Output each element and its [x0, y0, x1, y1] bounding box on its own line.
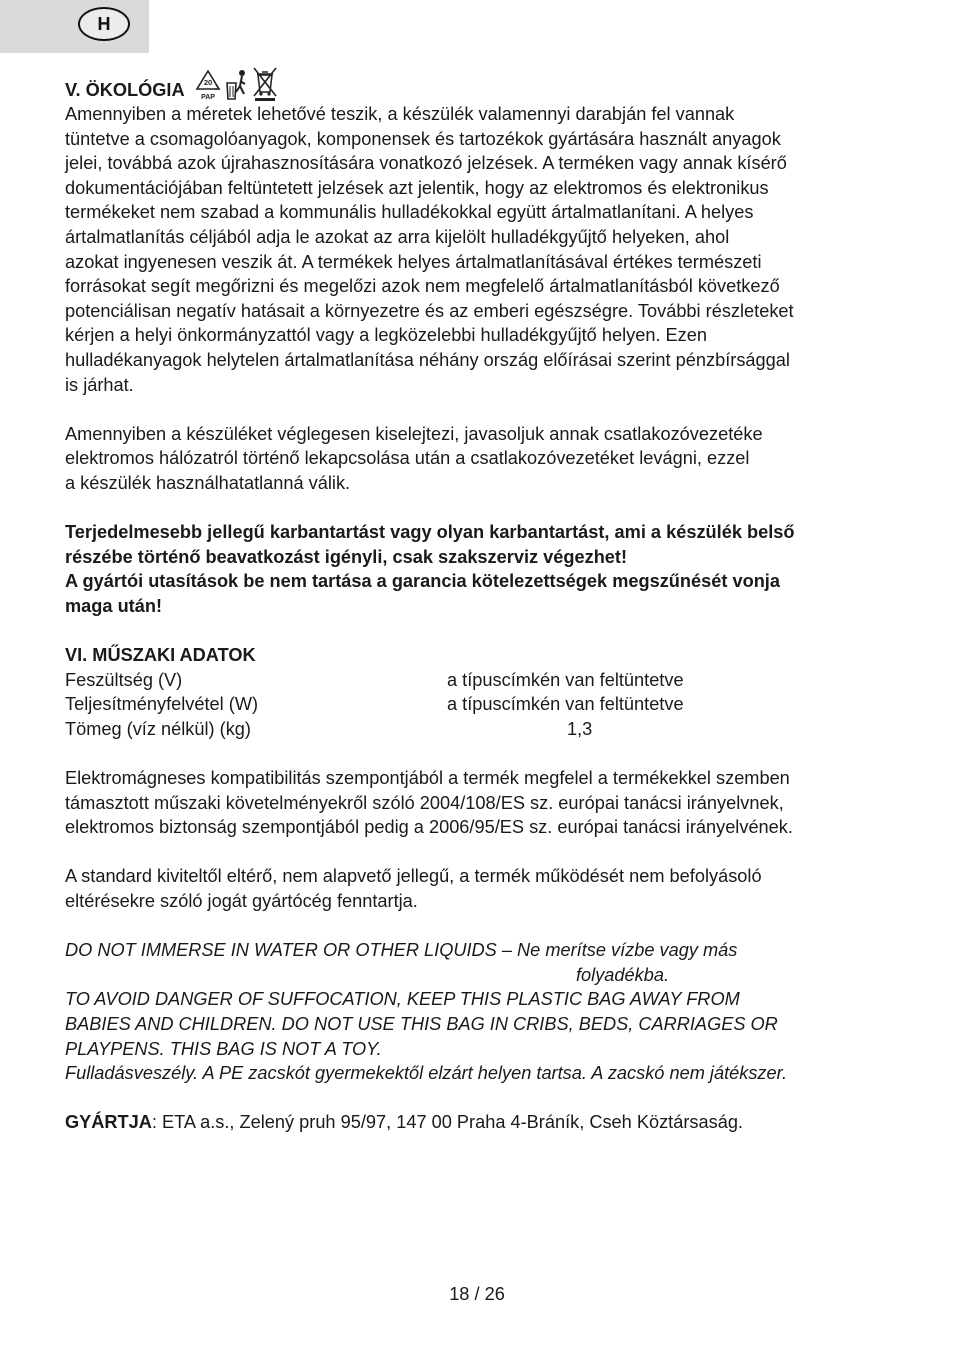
- ecology-heading: [65, 66, 915, 102]
- page-content: [65, 66, 915, 1135]
- text-line: forrásokat segít megőrizni és megelőzi azok nem megfelelő ártalmatlanításból következő: [65, 276, 780, 297]
- spec-row: [65, 717, 915, 742]
- text-line: hulladékanyagok helytelen ártalmatlanítása néhány ország előírásai szerint pénzbírsággal: [65, 349, 790, 370]
- text-line: a készülék használhatatlanná válik.: [65, 472, 351, 493]
- text-line: azokat ingyenesen veszik át. A termékek helyes ártalmatlanításával értékes természeti: [65, 251, 762, 272]
- manufacturer-label: GYÁRTJA: [65, 1112, 152, 1133]
- text-line: támasztott műszaki követelményekről szóló 2004/108/ES sz. európai tanácsi irányelvnek,: [65, 792, 784, 813]
- text-line: maga után!: [65, 595, 163, 616]
- text-line: DO NOT IMMERSE IN WATER OR OTHER LIQUIDS – Ne merítse vízbe vagy más: [65, 940, 738, 961]
- recycle-code: PAP: [200, 94, 215, 101]
- text-line: eltérésekre szóló jogát gyártócég fenntartja.: [65, 891, 418, 911]
- text-line: termékeket nem szabad a kommunális hulladékokkal együtt ártalmatlanítani. A helyes: [65, 202, 754, 223]
- manufacturer-text: : ETA a.s., Zelený pruh 95/97, 147 00 Praha 4-Bráník, Cseh Köztársaság.: [151, 1112, 743, 1133]
- text-line: elektromos biztonság szempontjából pedig a 2006/95/ES sz. európai tanácsi irányelvének.: [65, 817, 793, 838]
- text-line: is járhat.: [65, 374, 134, 395]
- text-line: PLAYPENS. THIS BAG IS NOT A TOY.: [65, 1038, 382, 1059]
- text-line: Amennyiben a méretek lehetővé teszik, a készülék valamennyi darabján fel vannak: [65, 104, 735, 124]
- language-badge: H: [78, 7, 130, 41]
- spec-label: Tömeg (víz nélkül) (kg): [65, 718, 251, 739]
- spec-value: 1,3: [567, 718, 593, 739]
- text-line: Elektromágneses kompatibilitás szempontjából a termék megfelel a termékekkel szemben: [65, 768, 790, 789]
- specs-table: [65, 668, 915, 742]
- text-line: potenciálisan negatív hatásait a környezetre és az emberi egészségre. További részleteket: [65, 300, 794, 321]
- text-line: dokumentációjában feltüntetett jelzések azt jelentik, hogy az elektromos és elektronikus: [65, 177, 769, 198]
- text-line: A standard kiviteltől eltérő, nem alapvető jellegű, a termék működését nem befolyásoló: [65, 866, 762, 887]
- maintenance-warning: [65, 520, 915, 618]
- text-line: jelei, továbbá azok újrahasznosítására vonatkozó jelzések. A terméken vagy annak kísérő: [65, 153, 787, 174]
- crossed-bin-icon: [252, 66, 278, 102]
- ecology-paragraph-1: [65, 102, 915, 397]
- text-line: kérjen a helyi önkormányzattól vagy a legközelebbi hulladékgyűjtő helyen. Ezen: [65, 325, 708, 346]
- specs-title: VI. MŰSZAKI ADATOK: [65, 645, 256, 666]
- text-line: Amennyiben a készüléket véglegesen kiselejtezi, javasoljuk annak csatlakozóvezetéke: [65, 423, 763, 444]
- recycle-icon: [194, 68, 222, 102]
- text-line: TO AVOID DANGER OF SUFFOCATION, KEEP THIS PLASTIC BAG AWAY FROM: [65, 989, 740, 1010]
- text-line: folyadékba.: [576, 964, 670, 985]
- spec-label: Feszültség (V): [65, 669, 183, 690]
- spec-row: [65, 692, 915, 717]
- rights-paragraph: [65, 864, 915, 913]
- text-line: részébe történő beavatkozást igényli, csak szakszerviz végezhet!: [65, 546, 628, 567]
- page-number: 18 / 26: [449, 1284, 505, 1304]
- text-line: Fulladásveszély. A PE zacskót gyermekektől elzárt helyen tartsa. A zacskó nem játékszer.: [65, 1063, 788, 1084]
- text-line: ártalmatlanítás céljából adja le azokat az arra kijelölt hulladékgyűjtő helyeken, ahol: [65, 226, 730, 247]
- language-tab: [0, 0, 149, 53]
- recycle-number: 20: [203, 78, 212, 87]
- manufacturer-line: [65, 1110, 915, 1135]
- litter-bin-icon: [224, 68, 250, 102]
- text-line: A gyártói utasítások be nem tartása a garancia kötelezettségek megszűnését vonja: [65, 571, 780, 592]
- safety-warnings: [65, 938, 915, 1086]
- spec-row: [65, 668, 915, 693]
- ecology-paragraph-2: [65, 422, 915, 496]
- spec-value: a típuscímkén van feltüntetve: [447, 694, 684, 715]
- text-line: Terjedelmesebb jellegű karbantartást vagy olyan karbantartást, ami a készülék belső: [65, 522, 795, 543]
- text-line: elektromos hálózatról történő lekapcsolása után a csatlakozóvezetéket levágni, ezzel: [65, 448, 750, 469]
- text-line: tüntetve a csomagolóanyagok, komponensek és tartozékok gyártására használt anyagok: [65, 128, 781, 149]
- text-line: BABIES AND CHILDREN. DO NOT USE THIS BAG IN CRIBS, BEDS, CARRIAGES OR: [65, 1013, 778, 1034]
- spec-label: Teljesítményfelvétel (W): [65, 694, 259, 715]
- emc-paragraph: [65, 766, 915, 840]
- ecology-title: V. ÖKOLÓGIA: [65, 80, 185, 100]
- spec-value: a típuscímkén van feltüntetve: [447, 669, 684, 690]
